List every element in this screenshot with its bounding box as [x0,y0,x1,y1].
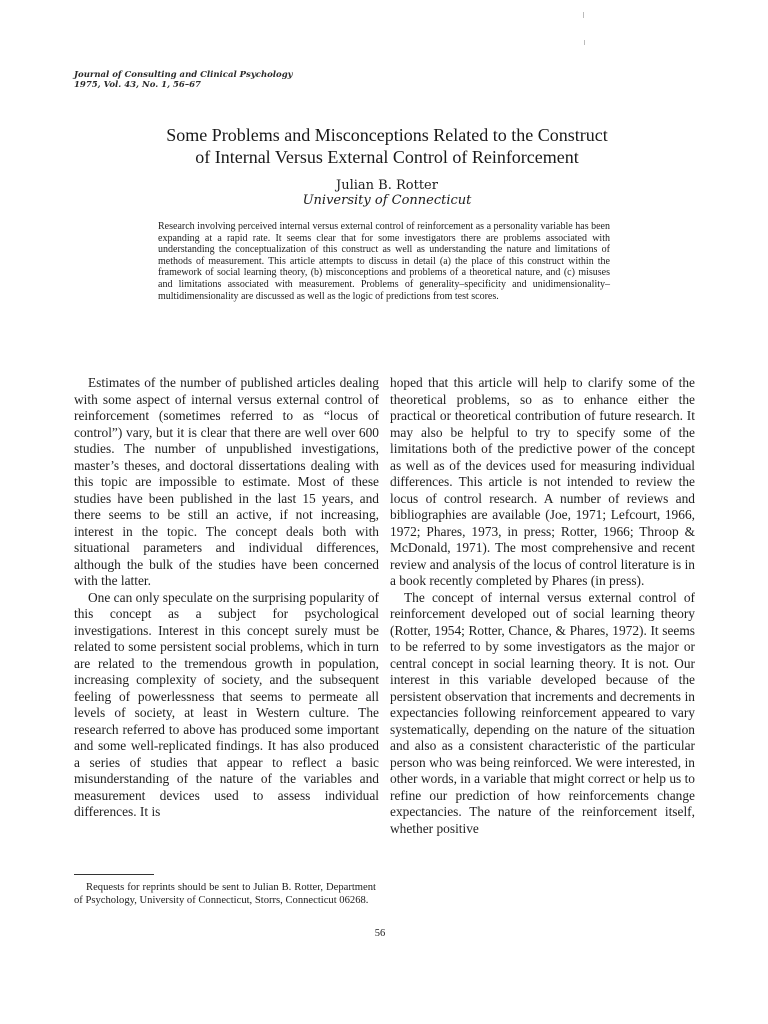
body-paragraph: hoped that this article will help to clarify some of the theoretical problems, so as to enhance either the practical or theoretical contribution of future research. It may also be helpful to try to specify some of the limitations both of the predictive power of the concept as well as of the devices used for measuring individual differences. This article is not intended to review the locus of control research. A number of reviews and bibliographies are available (Joe, 1971; Lefcourt, 1966, 1972; Phares, 1973, in press; Rotter, 1966; Throop & McDonald, 1971). The most comprehensive and recent review and analysis of the locus of control literature is in a book recently completed by Phares (in press). [390,375,695,588]
scan-speck [583,12,584,18]
author-name: Julian B. Rotter [336,178,438,193]
abstract: Research involving perceived internal versus external control of reinforcement as a personality variable has been expanding at a rapid rate. It seems clear that for some investigators there are problems associated with understanding the conceptualization of this construct as well as understanding the nature and limitations of methods of measurement. This article attempts to discuss in detail (a) the place of this construct within the framework of social learning theory, (b) misconceptions and problems of a theoretical nature, and (c) misuses and limitations associated with measurement. Problems of generality–specificity and unidimensionality–multidimensionality are discussed as well as the logic of predictions from test scores. [158,221,610,302]
journal-citation: 1975, Vol. 43, No. 1, 56–67 [74,80,201,90]
journal-name: Journal of Consulting and Clinical Psychology [74,70,293,80]
page-number: 56 [374,928,386,939]
footnote-rule [74,874,154,875]
body-column-left [74,375,379,821]
article-title-line-1: Some Problems and Misconceptions Related to the Construct [166,125,608,145]
scan-speck [584,40,585,45]
body-paragraph: Estimates of the number of published articles dealing with some aspect of internal versus external control of reinforcement (sometimes referred to as “locus of control”) vary, but it is clear that there are well over 600 studies. The number of unpublished investigations, master’s theses, and doctoral dissertations dealing with this topic are impossible to estimate. Most of these studies have been published in the last 15 years, and there seems to be still an active, if not increasing, interest in the topic. The concept deals both with situational parameters and individual differences, although the bulk of the studies have been concerned with the latter. [74,375,379,588]
article-title [70,124,704,168]
journal-header [74,70,374,90]
body-column-right [390,375,695,837]
body-paragraph: One can only speculate on the surprising popularity of this concept as a subject for psychological investigations. Interest in this concept surely must be related to some persistent social problems, which in turn are related to the tremendous growth in population, increasing complexity of society, and the subsequent feeling of powerlessness that seems to permeate all levels of society, at least in Western culture. The research referred to above has produced some important and some well-replicated findings. It has also produced a series of studies that appear to reflect a basic misunderstanding of the nature of the variables and measurement devices used to assess individual differences. It is [74,589,379,819]
footnote: Requests for reprints should be sent to Julian B. Rotter, Department of Psychology, University of Connecticut, Storrs, Connecticut 06268. [74,882,376,906]
body-paragraph: The concept of internal versus external control of reinforcement developed out of social learning theory (Rotter, 1954; Rotter, Chance, & Phares, 1972). It seems to be referred to by some investigators as the major or central concept in social learning theory. It is not. Our interest in this variable developed because of the persistent observation that increments and decrements in expectancies following reinforcement appeared to vary systematically, depending on the nature of the situation and also as a consistent characteristic of the particular person who was being reinforced. We were interested, in other words, in a variable that might correct or help us to refine our prediction of how reinforcements change expectancies. The nature of the reinforcement itself, whether positive [390,589,695,836]
article-title-line-2: of Internal Versus External Control of Reinforcement [195,147,579,167]
author-affiliation: University of Connecticut [302,193,472,208]
